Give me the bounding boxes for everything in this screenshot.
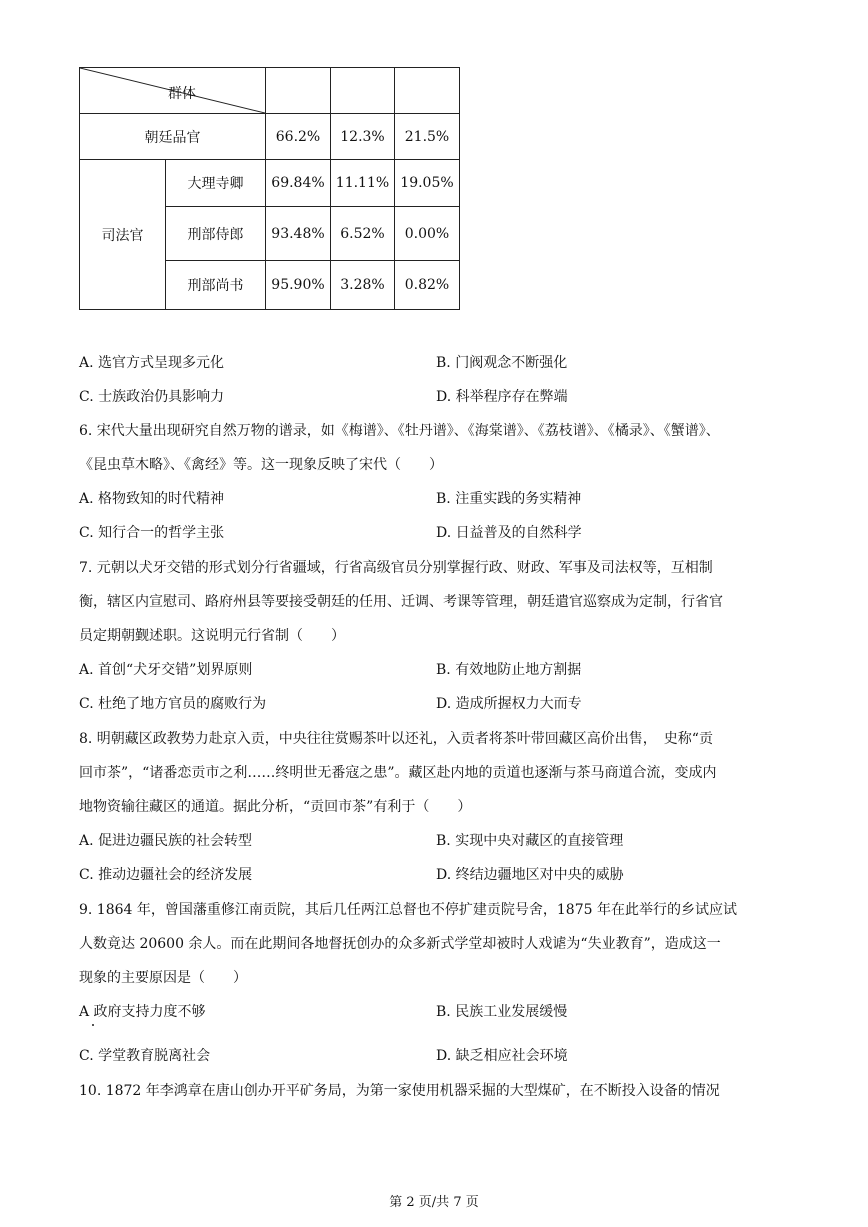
header-label: 群体 [168,86,196,102]
q6-stem-line-1: 6. 宋代大量出现研究自然万物的谱录，如《梅谱》、《牡丹谱》、《海棠谱》、《荔枝谱》、《橘录》、《蟹谱》、 [79,423,720,439]
group-cell: 司法官 [80,160,166,310]
table-row [80,114,460,160]
diagonal-header-cell [80,68,266,114]
value-cell: 6.52% [331,207,395,261]
value-cell: 66.2% [266,114,331,160]
value-cell: 19.05% [395,160,460,207]
empty-header-cell [395,68,460,114]
value-cell: 11.11% [331,160,395,207]
q9-stem-line-3: 现象的主要原因是（ ） [79,970,247,986]
q6-option-a: A. 格物致知的时代精神 [79,491,225,507]
statistics-table [79,67,460,310]
q9-option-c: C. 学堂教育脱离社会 [79,1048,211,1064]
empty-header-cell [266,68,331,114]
subgroup-cell: 刑部侍郎 [166,207,266,261]
q7-option-b: B. 有效地防止地方割据 [436,662,582,678]
subgroup-cell: 刑部尚书 [166,261,266,310]
group-cell: 朝廷品官 [80,114,266,160]
q5-option-b: B. 门阀观念不断强化 [436,355,568,371]
q6-option-d: D. 日益普及的自然科学 [436,525,582,541]
empty-header-cell [331,68,395,114]
q7-stem-line-3: 员定期朝觐述职。这说明元行省制（ ） [79,628,345,644]
q5-option-a: A. 选官方式呈现多元化 [79,355,225,371]
q8-option-b: B. 实现中央对藏区的直接管理 [436,833,624,849]
q7-option-d: D. 造成所握权力大而专 [436,696,582,712]
q5-option-c: C. 士族政治仍具影响力 [79,389,225,405]
q7-stem-line-2: 衡，辖区内宣慰司、路府州县等要接受朝廷的任用、迁调、考课等管理，朝廷遣官巡察成为定制，行省官 [79,594,723,610]
q8-option-a: A. 促进边疆民族的社会转型 [79,833,253,849]
page-number-footer: 第 2 页/共 7 页 [389,1195,479,1210]
q8-option-d: D. 终结边疆地区对中央的威胁 [436,867,624,883]
q9-option-b: B. 民族工业发展缓慢 [436,1004,568,1020]
q9-stem-line-1: 9. 1864 年，曾国藩重修江南贡院，其后几任两江总督也不停扩建贡院号舍，1875 年在此举行的乡试应试 [79,902,737,918]
q9-stem-line-2: 人数竟达 20600 余人。而在此期间各地督抚创办的众多新式学堂却被时人戏谑为“失业教育”，造成这一 [79,936,721,952]
value-cell: 21.5% [395,114,460,160]
q10-stem-line-1: 10. 1872 年李鸿章在唐山创办开平矿务局，为第一家使用机器采掘的大型煤矿，在不断投入设备的情况 [79,1083,720,1099]
value-cell: 95.90% [266,261,331,310]
value-cell: 3.28% [331,261,395,310]
q7-option-c: C. 杜绝了地方官员的腐败行为 [79,696,267,712]
value-cell: 0.00% [395,207,460,261]
q7-option-a: A. 首创“犬牙交错”划界原则 [79,662,253,678]
q8-stem-line-3: 地物资输往藏区的通道。据此分析，“贡回市茶”有利于（ ） [79,799,472,815]
value-cell: 69.84% [266,160,331,207]
subgroup-cell: 大理寺卿 [166,160,266,207]
q8-option-c: C. 推动边疆社会的经济发展 [79,867,253,883]
q5-option-d: D. 科举程序存在弊端 [436,389,568,405]
value-cell: 0.82% [395,261,460,310]
table-row [80,160,460,207]
q8-stem-line-2: 回市茶”，“诸番恋贡市之利……终明世无番寇之患”。藏区赴内地的贡道也逐渐与茶马商道合流，变成内 [79,765,717,781]
q6-stem-line-2: 《昆虫草木略》、《禽经》等。这一现象反映了宋代（ ） [79,457,443,473]
table-header-row [80,68,460,114]
q7-stem-line-1: 7. 元朝以犬牙交错的形式划分行省疆域，行省高级官员分别掌握行政、财政、军事及司法权等，互相制 [79,560,713,576]
q6-option-c: C. 知行合一的哲学主张 [79,525,225,541]
q6-option-b: B. 注重实践的务实精神 [436,491,582,507]
value-cell: 12.3% [331,114,395,160]
stray-mark [92,1024,94,1026]
q9-option-a: A 政府支持力度不够 [79,1004,206,1020]
q8-stem-line-1: 8. 明朝藏区政教势力赴京入贡，中央往往赏赐茶叶以还礼，入贡者将茶叶带回藏区高价出售， 史称“贡 [79,731,713,747]
q9-option-d: D. 缺乏相应社会环境 [436,1048,568,1064]
value-cell: 93.48% [266,207,331,261]
